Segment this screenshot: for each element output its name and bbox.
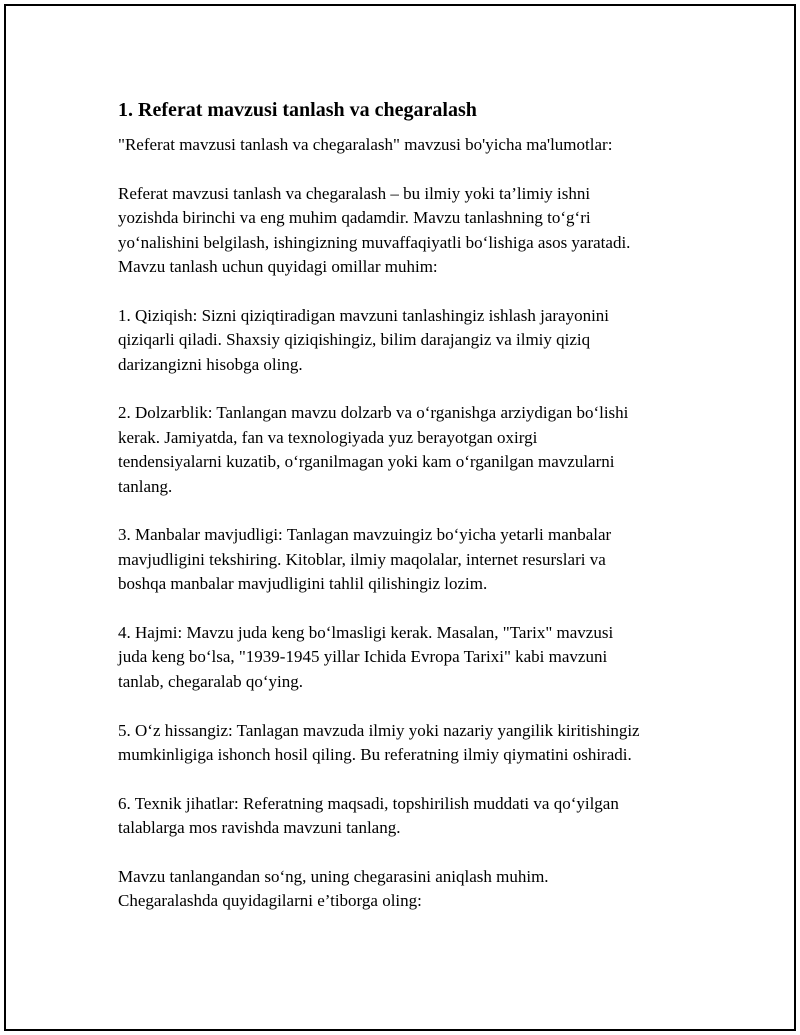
paragraph-line: qiziqarli qiladi. Shaxsiy qiziqishingiz, bilim darajangiz va ilmiy qiziq: [118, 330, 591, 350]
document-content: [118, 96, 718, 938]
paragraph-line: 3. Manbalar mavjudligi: Tanlagan mavzuingiz bo‘yicha yetarli manbalar: [118, 525, 612, 545]
document-paragraph: [118, 133, 718, 157]
paragraph-line: Mavzu tanlash uchun quyidagi omillar muhim:: [118, 257, 438, 277]
paragraph-line: yozishda birinchi va eng muhim qadamdir. Mavzu tanlashning to‘g‘ri: [118, 208, 591, 228]
paragraph-line: 4. Hajmi: Mavzu juda keng bo‘lmasligi kerak. Masalan, "Tarix" mavzusi: [118, 623, 614, 643]
paragraph-line: talablarga mos ravishda mavzuni tanlang.: [118, 818, 401, 838]
paragraph-line: boshqa manbalar mavjudligini tahlil qilishingiz lozim.: [118, 574, 488, 594]
document-paragraph: [118, 865, 718, 914]
document-title: 1. Referat mavzusi tanlash va chegaralash: [118, 99, 477, 121]
paragraph-line: mumkinligiga ishonch hosil qiling. Bu referatning ilmiy qiymatini oshiradi.: [118, 745, 632, 765]
document-page: [4, 4, 796, 1031]
paragraph-line: Referat mavzusi tanlash va chegaralash – bu ilmiy yoki ta’limiy ishni: [118, 183, 591, 203]
paragraph-line: "Referat mavzusi tanlash va chegaralash" mavzusi bo'yicha ma'lumotlar:: [118, 135, 613, 154]
paragraph-line: 6. Texnik jihatlar: Referatning maqsadi, topshirilish muddati va qo‘yilgan: [118, 793, 619, 813]
document-paragraph: [118, 719, 718, 768]
document-paragraph: [118, 304, 718, 377]
document-paragraph: [118, 621, 718, 694]
document-paragraph: [118, 523, 718, 596]
paragraph-line: 5. O‘z hissangiz: Tanlagan mavzuda ilmiy yoki nazariy yangilik kiritishingiz: [118, 720, 640, 740]
paragraph-line: tanlab, chegaralab qo‘ying.: [118, 671, 304, 691]
document-paragraph: [118, 182, 718, 280]
document-paragraph: [118, 792, 718, 841]
paragraph-line: tanlang.: [118, 476, 173, 496]
paragraph-line: tendensiyalarni kuzatib, o‘rganilmagan yoki kam o‘rganilgan mavzularni: [118, 452, 615, 472]
paragraph-line: mavjudligini tekshiring. Kitoblar, ilmiy maqolalar, internet resurslari va: [118, 549, 606, 569]
paragraph-line: juda keng bo‘lsa, "1939-1945 yillar Ichida Evropa Tarixi" kabi mavzuni: [118, 647, 608, 667]
paragraph-line: darizangizni hisobga oling.: [118, 354, 303, 374]
document-body: [118, 133, 718, 914]
paragraph-line: Chegaralashda quyidagilarni e’tiborga oling:: [118, 891, 422, 911]
paragraph-line: 1. Qiziqish: Sizni qiziqtiradigan mavzuni tanlashingiz ishlash jarayonini: [118, 305, 610, 325]
document-paragraph: [118, 401, 718, 499]
paragraph-line: yo‘nalishini belgilash, ishingizning muvaffaqiyatli bo‘lishiga asos yaratadi.: [118, 232, 631, 252]
paragraph-line: kerak. Jamiyatda, fan va texnologiyada yuz berayotgan oxirgi: [118, 427, 538, 447]
paragraph-line: 2. Dolzarblik: Tanlangan mavzu dolzarb va o‘rganishga arziydigan bo‘lishi: [118, 403, 629, 423]
paragraph-line: Mavzu tanlangandan so‘ng, uning chegarasini aniqlash muhim.: [118, 867, 549, 887]
